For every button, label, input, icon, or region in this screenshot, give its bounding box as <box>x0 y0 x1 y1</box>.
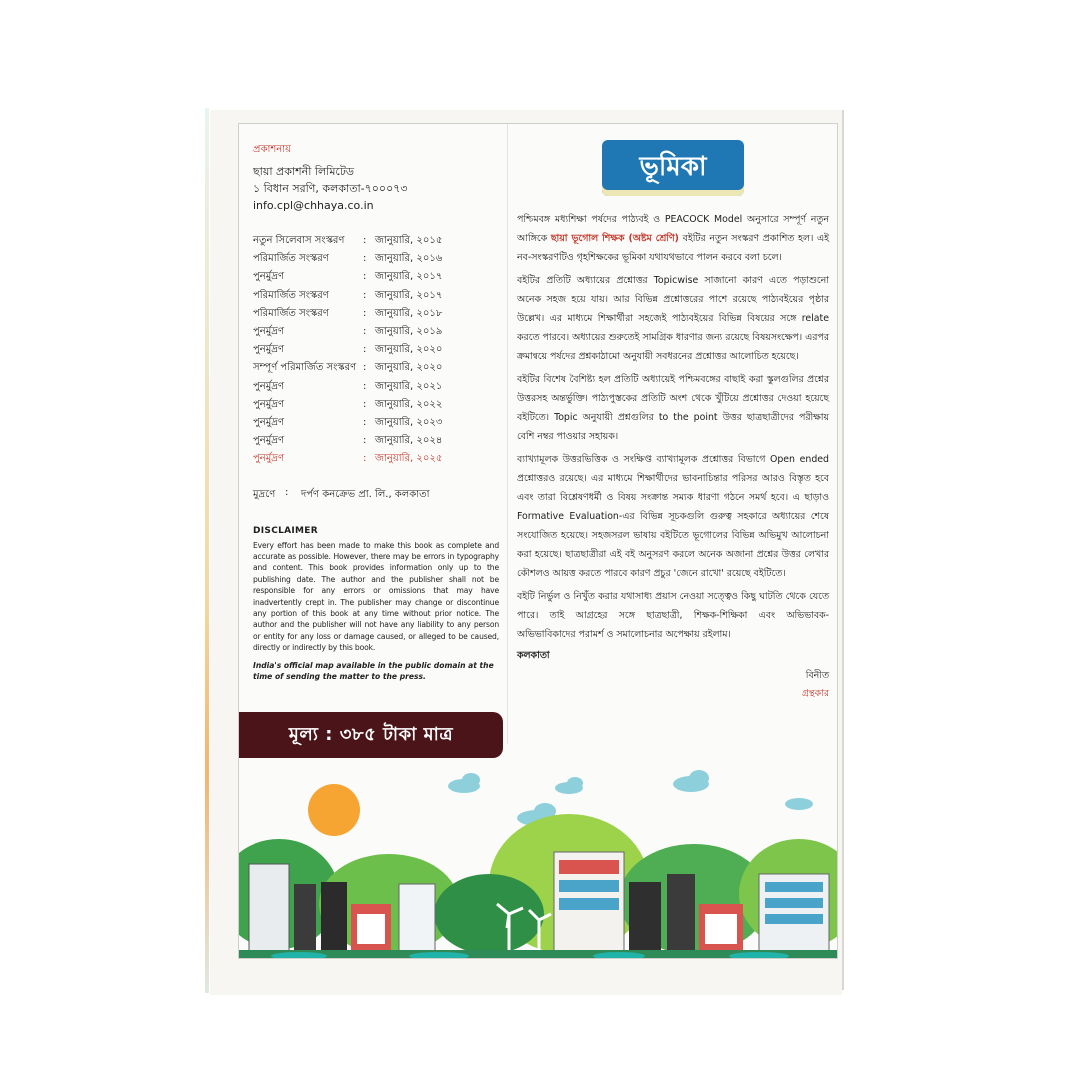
disclaimer-title: DISCLAIMER <box>253 525 318 536</box>
edition-row <box>253 432 499 450</box>
preface-heading: ভূমিকা <box>639 152 707 182</box>
edition-colon: : <box>363 344 367 356</box>
preface-paragraph-2: বইটির প্রতিটি অধ্যায়ের প্রশ্নোত্তর Topicwise সাজানো কারণ এতে পড়াশুনো অনেক সহজ হয়ে যায়। আর বিভিন্ন প্রশ্নোত্তরের পাশে রয়েছে পাঠ্যবইয়ের পৃষ্ঠার উল্লেখ। এর মাধ্যমে শিক্ষার্থীরা সহজেই পাঠ্যবইয়ের বিভিন্ন বিষয়ের সঙ্গে relate করতে পারবে। অধ্যায়ের শুরুতেই সামগ্রিক ধারণার জন্য রয়েছে বিষয়সংক্ষেপ। এরপর ক্রমান্বয়ে পর্ষদের প্রশ্নকাঠামো অনুযায়ী সবধরনের প্রশ্নোত্তর আলোচিত হয়েছে। <box>517 275 829 362</box>
column-divider <box>507 124 508 744</box>
edition-colon: : <box>363 380 367 392</box>
edition-name: পুনর্মুদ্রণ <box>253 398 285 410</box>
imprint-sheet <box>238 123 838 959</box>
preface-column <box>517 140 829 703</box>
edition-row <box>253 268 499 286</box>
price-banner <box>239 712 503 758</box>
publisher-name: ছায়া প্রকাশনী লিমিটেড <box>253 165 354 178</box>
preface-body <box>517 210 829 644</box>
edition-name: পরিমার্জিত সংস্করণ <box>253 289 329 301</box>
price-text: মূল্য : ৩৮৫ টাকা মাত্র <box>288 723 454 745</box>
sun-icon <box>308 784 360 836</box>
edition-row <box>253 323 499 341</box>
printer-colon: : <box>285 486 289 498</box>
edition-date: জানুয়ারি, ২০১৭ <box>375 289 443 301</box>
preface-author: গ্রন্থকার <box>802 688 829 699</box>
edition-colon: : <box>363 417 367 429</box>
edition-colon: : <box>363 398 367 410</box>
edition-colon: : <box>363 453 367 465</box>
left-page-edge <box>205 108 209 993</box>
edition-name: পরিমার্জিত সংস্করণ <box>253 307 329 319</box>
edition-colon: : <box>363 435 367 447</box>
publisher-label: প্রকাশনায় <box>253 144 292 155</box>
edition-date: জানুয়ারি, ২০২১ <box>375 380 443 392</box>
edition-colon: : <box>363 307 367 319</box>
edition-date: জানুয়ারি, ২০২২ <box>375 398 443 410</box>
edition-date: জানুয়ারি, ২০২৫ <box>375 453 443 465</box>
edition-name: পুনর্মুদ্রণ <box>253 380 285 392</box>
edition-name: পুনর্মুদ্রণ <box>253 453 285 465</box>
preface-paragraph-3: বইটির বিশেষ বৈশিষ্ট্য হল প্রতিটি অধ্যায়েই পশ্চিমবঙ্গের বাছাই করা স্কুলগুলির প্রশ্নের উত্তরসহ অন্তর্ভুক্তি। পাঠ্যপুস্তকের প্রতিটি অংশ থেকে খুঁটিয়ে প্রশ্নোত্তর দেওয়া হয়েছে বইটিতে। Topic অনুযায়ী প্রশ্নগুলির to the point উত্তর ছাত্রছাত্রীদের পরীক্ষায় বেশি নম্বর পাওয়ার সহায়ক। <box>517 374 829 442</box>
preface-paragraph-5: বইটি নির্ভুল ও নিখুঁত করার যথাসাধ্য প্রয়াস নেওয়া সত্ত্বেও কিছু ঘাটতি থেকে যেতে পারে। তাই আগ্রহের সঙ্গে ছাত্রছাত্রী, শিক্ষক-শিক্ষিকা এবং অভিভাবক-অভিভাবিকাদের পরামর্শ ও সমালোচনার অপেক্ষায় রইলাম। <box>517 591 829 640</box>
preface-signature <box>517 667 829 703</box>
edition-name: পুনর্মুদ্রণ <box>253 435 285 447</box>
edition-date: জানুয়ারি, ২০২৪ <box>375 435 443 447</box>
edition-name: পুনর্মুদ্রণ <box>253 271 285 283</box>
edition-row-current <box>253 450 499 468</box>
preface-paragraph-1 <box>517 210 829 267</box>
edition-row <box>253 305 499 323</box>
edition-colon: : <box>363 362 367 374</box>
edition-row <box>253 287 499 305</box>
edition-row <box>253 396 499 414</box>
map-note: India's official map available in the public domain at the time of sending the matter to the press. <box>253 660 494 681</box>
printer-line <box>253 487 499 504</box>
printer-name: দর্পণ কনক্রেভ প্রা. লি., কলকাতা <box>301 488 430 500</box>
edition-name: পুনর্মুদ্রণ <box>253 417 285 429</box>
preface-paragraph-4: ব্যাখ্যামূলক উত্তরভিত্তিক ও সংক্ষিপ্ত ব্যাখ্যামূলক প্রশ্নোত্তর বিভাগে Open ended প্রশ্নোত্তরও রয়েছে। এর মাধ্যমে শিক্ষার্থীদের ভাবনাচিন্তার পরিসর আরও বিস্তৃত হবে এবং তারা বিশ্লেষণধর্মী ও বিষয় সংক্রান্ত সম্যক ধারণা গঠনে সমর্থ হবে। এ ছাড়াও Formative Evaluation-এর বিভিন্ন সূচকগুলি গুরুত্ব সহকারে অধ্যায়ের শেষে সংযোজিত হয়েছে। সহজসরল ভাষায় বইটিতে ভূগোলের বিভিন্ন অভিমুখ আলোচনা করা হয়েছে। ছাত্রছাত্রীরা এই বই অনুসরণ করলে অনেক অজানা প্রশ্নের উত্তর লেখার কৌশলও আয়ত্ত করতে পারবে কারণ প্রচুর 'জেনে রাখো' রয়েছে বইটিতে। <box>517 454 829 579</box>
edition-date: জানুয়ারি, ২০১৭ <box>375 271 443 283</box>
publisher-address: ১ বিধান সরণি, কলকাতা-৭০০০৭৩ <box>253 182 408 195</box>
edition-row <box>253 359 499 377</box>
disclaimer-text: Every effort has been made to make this book as complete and accurate as possible. However, there may be errors in typography and content. This book provides information only up to the publishing date. The author and the publisher shall not be responsible for any errors or omissions that may have inadvertently crept in. The publisher may change or discontinue any portion of this book at any time without prior notice. The author and the publisher will not have any liability to any person or entity for any loss or damage caused, or alleged to be caused, directly or indirectly by this book. <box>253 540 499 653</box>
publisher-email: info.cpl@chhaya.co.in <box>253 199 374 212</box>
edition-name: সম্পূর্ণ পরিমার্জিত সংস্করণ <box>253 362 357 374</box>
edition-date: জানুয়ারি, ২০২০ <box>375 362 443 374</box>
preface-heading-box <box>602 140 744 196</box>
paragraph-text: বইটির নতুন সংস্করণ প্রকাশিত হল। এই নব-সংস্করণটিও গৃহশিক্ষকের ভূমিকা যথাযথভাবে পালন করবে বলা চলে। <box>517 233 829 263</box>
edition-list <box>253 232 499 469</box>
edition-date: জানুয়ারি, ২০২০ <box>375 344 443 356</box>
preface-place: কলকাতা <box>517 650 550 661</box>
edition-row <box>253 250 499 268</box>
cityscape-illustration <box>239 764 838 959</box>
printer-label: মুদ্রণে <box>253 488 276 500</box>
edition-row <box>253 341 499 359</box>
edition-name: পুনর্মুদ্রণ <box>253 326 285 338</box>
right-page-edge <box>842 110 844 990</box>
edition-row <box>253 414 499 432</box>
edition-date: জানুয়ারি, ২০১৮ <box>375 307 443 319</box>
book-title-highlight: ছায়া ভূগোল শিক্ষক (অষ্টম শ্রেণি) <box>550 233 679 244</box>
edition-row <box>253 378 499 396</box>
edition-colon: : <box>363 271 367 283</box>
paragraph-text: পশ্চিমবঙ্গ মধ্যশিক্ষা পর্ষদের পাঠ্যবই ও PEACOCK Model অনুসারে সম্পূর্ণ নতুন আঙ্গিকে <box>517 214 829 244</box>
edition-colon: : <box>363 235 367 246</box>
edition-row <box>253 232 499 250</box>
edition-colon: : <box>363 289 367 301</box>
preface-closing: বিনীত <box>805 670 829 681</box>
edition-date: জানুয়ারি, ২০২৩ <box>375 417 443 429</box>
edition-colon: : <box>363 253 367 265</box>
imprint-column <box>253 142 499 682</box>
edition-date: জানুয়ারি, ২০১৯ <box>375 326 443 338</box>
edition-name: নতুন সিলেবাস সংস্করণ <box>253 235 345 246</box>
edition-colon: : <box>363 326 367 338</box>
edition-date: জানুয়ারি, ২০১৬ <box>375 253 443 265</box>
edition-date: জানুয়ারি, ২০১৫ <box>375 235 443 246</box>
edition-name: পরিমার্জিত সংস্করণ <box>253 253 329 265</box>
edition-name: পুনর্মুদ্রণ <box>253 344 285 356</box>
